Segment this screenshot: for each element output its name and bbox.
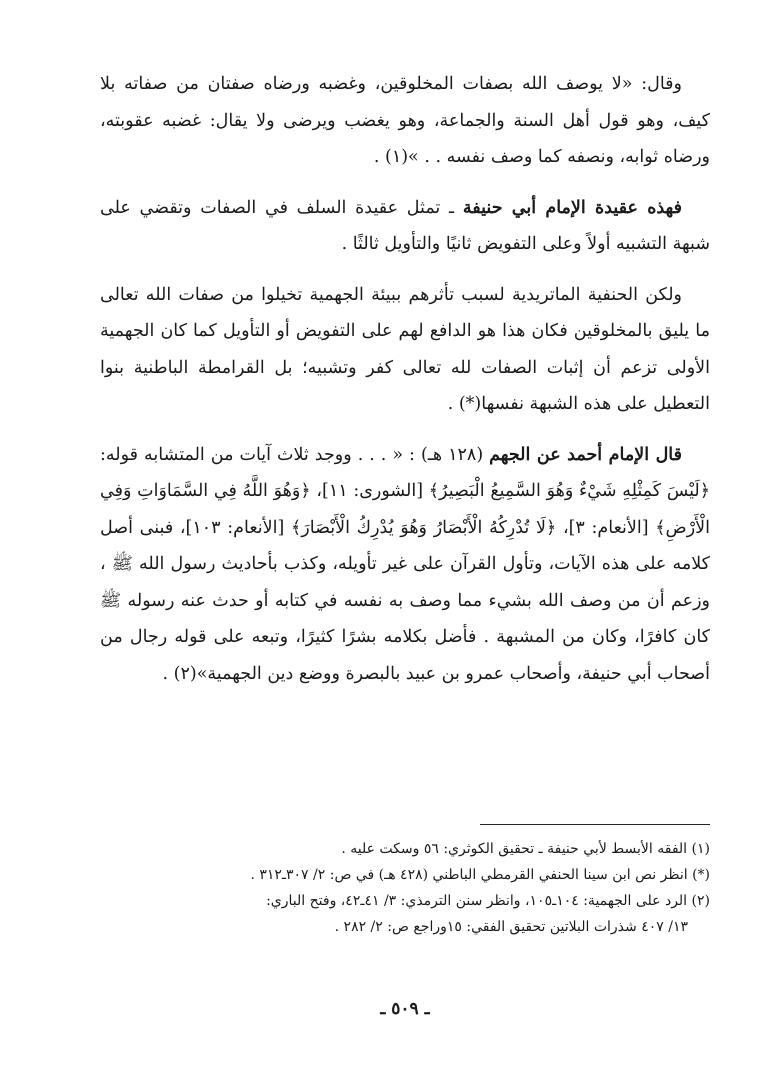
- footnote-star: (*) انظر نص ابن سينا الحنفي القرمطي الباطني (٤٢٨ هـ) في ص: ٢/ ٣٠٧ـ٣١٢ .: [250, 867, 710, 883]
- paragraph-lead: فهذه عقيدة الإمام أبي حنيفة: [462, 197, 682, 218]
- paragraph-text: (١٢٨ هـ) : « . . . ووجد ثلاث آيات من المتشابه قوله: ﴿لَيْسَ كَمِثْلِهِ شَيْءٌ وَهُوَ السَّمِيعُ الْبَصِيرُ﴾ [الشورى: ١١]، ﴿وَهُوَ اللَّهُ فِي السَّمَاوَاتِ وَفِي الْأَرْضِ﴾ [الأنعام: ٣]، ﴿لَا تُدْرِكُهُ الْأَبْصَارُ وَهُوَ يُدْرِكُ الْأَبْصَارَ﴾ [الأنعام: ١٠٣]، فبنى أصل كلامه على هذه الآيات، وتأول القرآن على غير تأويله، وكذب بأحاديث رسول الله ﷺ ، وزعم أن من وصف الله بشيء مما وصف به نفسه في كتابه أو حدث عنه رسوله ﷺ كان كافرًا، وكان من المشبهة . فأضل بكلامه بشرًا كثيرًا، وتبعه على قوله رجال من أصحاب أبي حنيفة، وأصحاب عمرو بن عبيد بالبصرة ووضع دين الجهمية»(٢) .: [100, 444, 711, 684]
- paragraph-text: ـ تمثل عقيدة السلف في الصفات وتقضي على شبهة التشبيه أولاً وعلى التفويض ثانيًا والتأويل ثالثًا .: [100, 197, 710, 254]
- footnote-1: (١) الفقه الأبسط لأبي حنيفة ـ تحقيق الكوثري: ٥٦ وسكت عليه .: [341, 841, 710, 857]
- paragraph-maturidi: [100, 277, 710, 423]
- footnote-2: (٢) الرد على الجهمية: ١٠٤ـ١٠٥، وانظر سنن الترمذي: ٣/ ٤١ـ٤٢، وفتح الباري:: [266, 893, 710, 909]
- paragraph-text: وقال: «لا يوصف الله بصفات المخلوقين، وغضبه ورضاه صفتان من صفاته بلا كيف، وهو قول أهل السنة والجماعة، وهو يغضب ويرضى ولا يقال: غضبه عقوبته، ورضاه ثوابه، ونصفه كما وصف نفسه . . »(١) .: [100, 74, 710, 167]
- paragraph-imam-ahmad: [100, 437, 710, 693]
- page-number: ـ ٥٠٩ ـ: [380, 999, 430, 1019]
- paragraph-creed-summary: [100, 190, 710, 263]
- paragraph-lead: قال الإمام أحمد عن الجهم: [489, 444, 682, 465]
- footnote-divider: [480, 824, 710, 825]
- footnote-2-continued: ١٣/ ٤٠٧ شذرات البلاتين تحقيق الفقي: ١٥وراجع ص: ٢/ ٢٨٢ .: [334, 919, 688, 935]
- paragraph-text: ولكن الحنفية الماتريدية لسبب تأثرهم ببيئة الجهمية تخيلوا من صفات الله تعالى ما يليق بالمخلوقين فكان هذا هو الدافع لهم على التفويض أو التأويل كما كان الجهمية الأولى تزعم أن إثبات الصفات لله تعالى كفر وتشبيه؛ بل القرامطة الباطنية بنوا التعطيل على هذه الشبهة نفسها(*) .: [100, 284, 710, 414]
- footnotes: [100, 836, 710, 940]
- paragraph-abu-hanifa-quote: [100, 66, 710, 176]
- page-content: [100, 66, 711, 1019]
